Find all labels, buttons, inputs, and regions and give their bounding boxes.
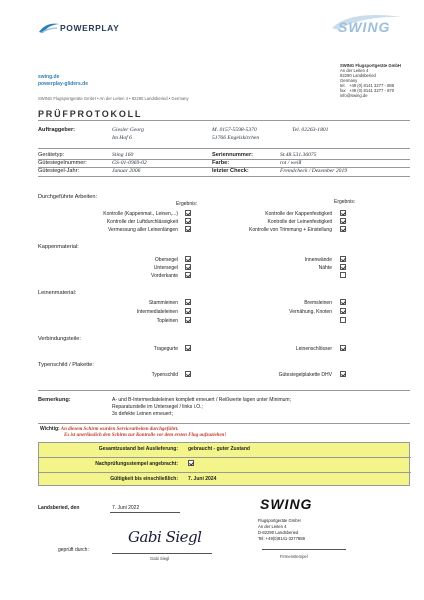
canopy-right-1-checkbox[interactable] [340,256,346,262]
warning-box [38,424,410,442]
lines-section-title: Leinenmaterial: [38,290,77,296]
lines-left-2: Intermediateleinen [136,309,178,315]
client-mobile: M. 0157-5598-5370 [212,127,257,133]
company-tel: tel. +49 (0) 8141 3277 - 888 [340,83,395,88]
canopy-right-2-checkbox[interactable] [340,264,346,270]
swing-logo [330,14,405,36]
remarks-line-2: Reparaturstelle im Untersegel / links i.O.; [112,404,203,410]
stamp-logo: SWING [260,496,313,512]
work-right-1-checkbox[interactable] [340,210,346,216]
canopy-left-3-checkbox[interactable] [185,272,191,278]
company-block [340,63,415,98]
status-divider-2 [39,472,411,473]
seal-year-value: Januar 2006 [112,168,141,174]
canopy-left-1: Obersegel [154,257,178,263]
serial-value: St.48.531.36075 [280,152,317,158]
signature-line [112,553,212,554]
valid-value: 7. Juni 2024 [188,476,217,482]
stamp-line-4: Tel: +49(0)8141-3277888 [258,536,305,541]
device-bottom-divider [38,176,410,177]
lines-left-3-checkbox[interactable] [185,317,191,323]
stamp-line-3: D-82290 Landsberied [258,530,299,535]
state-value: gebraucht - guter Zustand [188,446,250,452]
work-left-1-checkbox[interactable] [185,210,191,216]
work-left-3-checkbox[interactable] [185,226,191,232]
web-powerplay: powerplay-gliders.de [38,81,89,87]
stamp-label: Nachprüfungsstempel angebracht: [95,461,178,467]
company-fax: fax +49 (0) 8141 3277 - 870 [340,88,395,93]
canopy-right-1: Innenwände [304,257,332,263]
lines-right-1: Bremsleinen [304,300,332,306]
web-swing: swing.de [38,74,60,80]
device-type-value: Sting 160 [112,152,134,158]
canopy-left-2: Untersegel [153,265,178,271]
connect-right-checkbox[interactable] [340,345,346,351]
color-value: rot / weiß [280,160,302,166]
client-street: Im Hof 6 [112,135,132,141]
lines-left-2-checkbox[interactable] [185,308,191,314]
lines-right-2: Vernähung, Knoten [289,309,332,315]
lines-left-3: Topleinen [156,318,178,324]
client-tel: Tel. 02263-1801 [292,127,329,133]
typeplate-left: Typenschild [151,372,178,378]
canopy-left-3: Vorderkante [151,273,178,279]
swing-wordmark: SWING [338,19,391,35]
remarks-top-divider [38,390,410,391]
device-type-label: Gerätetyp: [38,152,65,158]
powerplay-logo [38,20,138,36]
company-email: info@swing.de [340,93,368,98]
device-top-divider [38,148,410,149]
connect-right: Leinenschlösser [295,346,332,352]
work-right-2-checkbox[interactable] [340,218,346,224]
work-section-title: Durchgeführte Arbeiten: [38,194,98,200]
remarks-line-3: 3x defekte Leinen erneuert; [112,411,173,417]
remarks-label: Bemerkung: [38,397,71,403]
seal-year-label: Gütesiegel-Jahr: [38,168,80,174]
seal-number-value: GS-01-0969-02 [112,160,147,166]
device-mid-divider-2 [38,167,410,168]
stamp-line-1: Flugsportgeräte GmbH [258,518,301,523]
place-label: Landsberied, den [38,505,80,511]
client-label: Auftraggeber: [38,127,75,133]
stamp-line [262,549,346,550]
work-left-1: Kontrolle (Kappenmat., Leinen,...) [103,211,178,217]
connectors-section-title: Verbindungsteile: [38,336,81,342]
typeplate-left-checkbox[interactable] [185,371,191,377]
lines-right-3-checkbox[interactable] [340,317,346,323]
work-left-3: Vermessung aller Leinenlängen [107,227,178,233]
company-country: Germany [340,78,358,83]
page-title: PRÜFPROTOKOLL [38,109,143,119]
work-right-3-checkbox[interactable] [340,226,346,232]
color-label: Farbe: [212,160,230,166]
work-right-2: Kontrolle der Leinenfestigkeit [267,219,332,225]
seal-number-label: Gütesiegelnummer: [38,160,87,166]
sign-name: Gabi Siegl [150,556,170,561]
powerplay-swoosh-icon [38,20,60,36]
sender-address-line: SWING Flugsportgeräte GmbH • An der Leiten 4 • 82290 Landsberied • Germany [38,96,189,101]
title-divider [38,120,410,121]
result-header-left: Ergebnis: [176,201,198,207]
lines-left-1-checkbox[interactable] [185,299,191,305]
work-right-3: Kontrolle von Trimmung + Einstellung [249,227,332,233]
lines-right-1-checkbox[interactable] [340,299,346,305]
typeplate-section-title: Typenschild / Plakette: [38,362,94,368]
client-city: 51766 Engelskirchen [212,135,260,141]
canopy-right-2: Nähte [318,265,332,271]
powerplay-wordmark: POWERPLAY [60,23,120,33]
signature: Gabi Siegl [128,528,202,546]
warning-line-1: Wichtig: An diesem Schirm wurden Servicearbeiten durchgeführt. [40,426,179,432]
stamp-checkbox[interactable] [188,460,194,466]
place-date: 7. Juni 2022 [112,505,140,511]
work-right-1: Kontrolle der Kappenfestigkeit [265,211,332,217]
state-label: Gesamtzustand bei Auslieferung: [98,446,178,452]
warning-line-2: Es ist unerlässlich den Schirm zur Kontrolle vor dem ersten Flug aufzuziehen! [64,433,227,438]
device-mid-divider-1 [38,159,410,160]
client-name: Giesler Georg [112,127,144,133]
result-header-right: Ergebnis: [334,199,356,205]
last-check-value: Fremdcheck / Dezember 2019 [280,168,348,174]
remarks-line-1: A- und B-Intermediateleinen komplett erneuert / Reißwerte lagen unter Minimum; [112,397,291,403]
canopy-section-title: Kappenmaterial: [38,244,79,250]
company-street: An der Leiten 4 [340,68,369,73]
serial-label: Seriennummer: [212,152,254,158]
work-left-2-checkbox[interactable] [185,218,191,224]
last-check-label: letzter Check: [212,168,249,174]
company-city: 82290 Landsberied [340,73,376,78]
canopy-left-1-checkbox[interactable] [185,256,191,262]
date-underline [110,512,180,513]
lines-right-2-checkbox[interactable] [340,308,346,314]
checked-by-label: geprüft durch: [58,547,89,553]
connect-left: Tragegurte [153,346,178,352]
company-name: SWING Flugsportgeräte GmbH [340,63,401,68]
connect-left-checkbox[interactable] [185,345,191,351]
status-divider-1 [39,457,411,458]
canopy-left-2-checkbox[interactable] [185,264,191,270]
typeplate-right: Gütesiegelplakette DHV [278,372,332,378]
stamp-line-2: An der Leiten 4 [258,524,287,529]
stamp-caption: Firmenstempel [280,554,308,559]
typeplate-right-checkbox[interactable] [340,371,346,377]
valid-label: Gültigkeit bis einschließlich: [110,476,178,482]
work-left-2: Kontrolle der Luftdurchlässigkeit [106,219,178,225]
lines-left-1: Stammleinen [148,300,178,306]
canopy-right-3-checkbox[interactable] [340,272,346,278]
